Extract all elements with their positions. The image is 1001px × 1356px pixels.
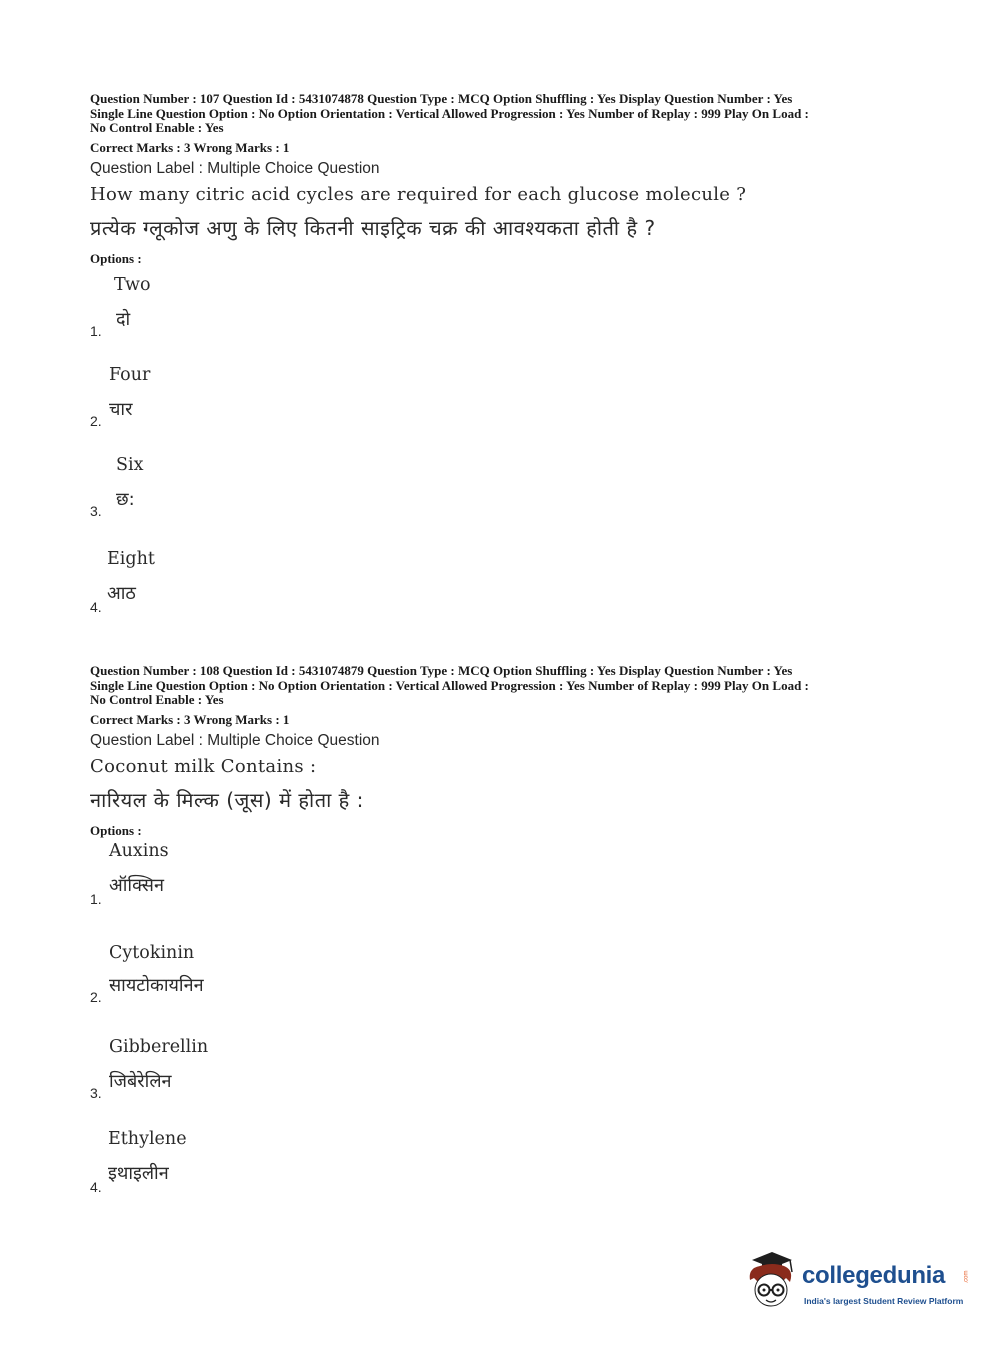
option-text-english: Two: [114, 274, 151, 295]
option-item: [90, 357, 920, 447]
marks-info: Correct Marks : 3 Wrong Marks : 1: [90, 711, 290, 727]
option-text-hindi: इथाइलीन: [108, 1162, 169, 1184]
option-number: 3.: [90, 502, 102, 519]
option-number: 3.: [90, 1084, 102, 1101]
question-meta-line: Question Number : 108 Question Id : 5431074879 Question Type : MCQ Option Shuffling : Yes Display Question Number : Yes: [90, 663, 793, 678]
options-list: [90, 839, 920, 1215]
question-meta-line: Question Number : 107 Question Id : 5431074878 Question Type : MCQ Option Shuffling : Yes Display Question Number : Yes: [90, 91, 793, 106]
option-text-english: Auxins: [109, 840, 169, 861]
option-text-hindi: ऑक्सिन: [109, 874, 164, 896]
option-number: 4.: [90, 598, 102, 615]
option-text-hindi: आठ: [107, 582, 136, 604]
question-text-hindi: नारियल के मिल्क (जूस) में होता है :: [90, 787, 364, 812]
options-list: [90, 267, 920, 627]
options-heading: Options :: [90, 250, 142, 266]
option-number: 4.: [90, 1178, 102, 1195]
question-meta-line: Single Line Question Option : No Option Orientation : Vertical Allowed Progression : Yes Number of Replay : 999 Play On Load :: [90, 677, 809, 693]
question-label: Question Label : Multiple Choice Question: [90, 731, 380, 749]
option-text-english: Four: [109, 364, 151, 385]
option-item: [90, 839, 920, 935]
option-text-english: Gibberellin: [109, 1036, 209, 1057]
logo-com-suffix: .com: [963, 1270, 970, 1284]
option-number: 2.: [90, 988, 102, 1005]
question-meta-line: No Control Enable : Yes: [90, 692, 224, 707]
marks-info: Correct Marks : 3 Wrong Marks : 1: [90, 139, 290, 155]
option-item: [90, 935, 920, 1031]
option-number: 1.: [90, 890, 102, 907]
logo-tagline: India's largest Student Review Platform: [804, 1296, 964, 1306]
option-text-hindi: छ:: [116, 488, 135, 510]
option-text-english: Eight: [107, 548, 155, 569]
question-text-english: Coconut milk Contains :: [90, 755, 317, 777]
option-text-hindi: दो: [116, 308, 131, 330]
option-item: [90, 1031, 920, 1125]
question-meta-line: Single Line Question Option : No Option Orientation : Vertical Allowed Progression : Yes Number of Replay : 999 Play On Load :: [90, 105, 809, 121]
option-text-hindi: जिबेरेलिन: [109, 1070, 172, 1092]
option-item: [90, 267, 920, 357]
option-text-hindi: सायटोकायनिन: [109, 974, 204, 996]
option-item: [90, 447, 920, 537]
logo-name: collegedunia: [802, 1262, 946, 1289]
question-label: Question Label : Multiple Choice Question: [90, 159, 380, 177]
question-meta-line: No Control Enable : Yes: [90, 120, 224, 135]
option-text-hindi: चार: [109, 398, 133, 420]
options-heading: Options :: [90, 822, 142, 838]
option-item: [90, 1125, 920, 1215]
option-item: [90, 537, 920, 627]
option-number: 2.: [90, 412, 102, 429]
option-text-english: Cytokinin: [109, 942, 195, 963]
option-number: 1.: [90, 322, 102, 339]
question-text-english: How many citric acid cycles are required for each glucose molecule ?: [90, 183, 747, 205]
question-block-107: [90, 92, 920, 627]
question-block-108: [90, 664, 920, 1215]
collegedunia-logo[interactable]: [740, 1250, 975, 1320]
option-text-english: Six: [116, 454, 144, 475]
option-text-english: Ethylene: [108, 1128, 187, 1149]
mascot-icon: [740, 1250, 800, 1310]
question-text-hindi: प्रत्येक ग्लूकोज अणु के लिए कितनी साइट्रिक चक्र की आवश्यकता होती है ?: [90, 215, 656, 240]
